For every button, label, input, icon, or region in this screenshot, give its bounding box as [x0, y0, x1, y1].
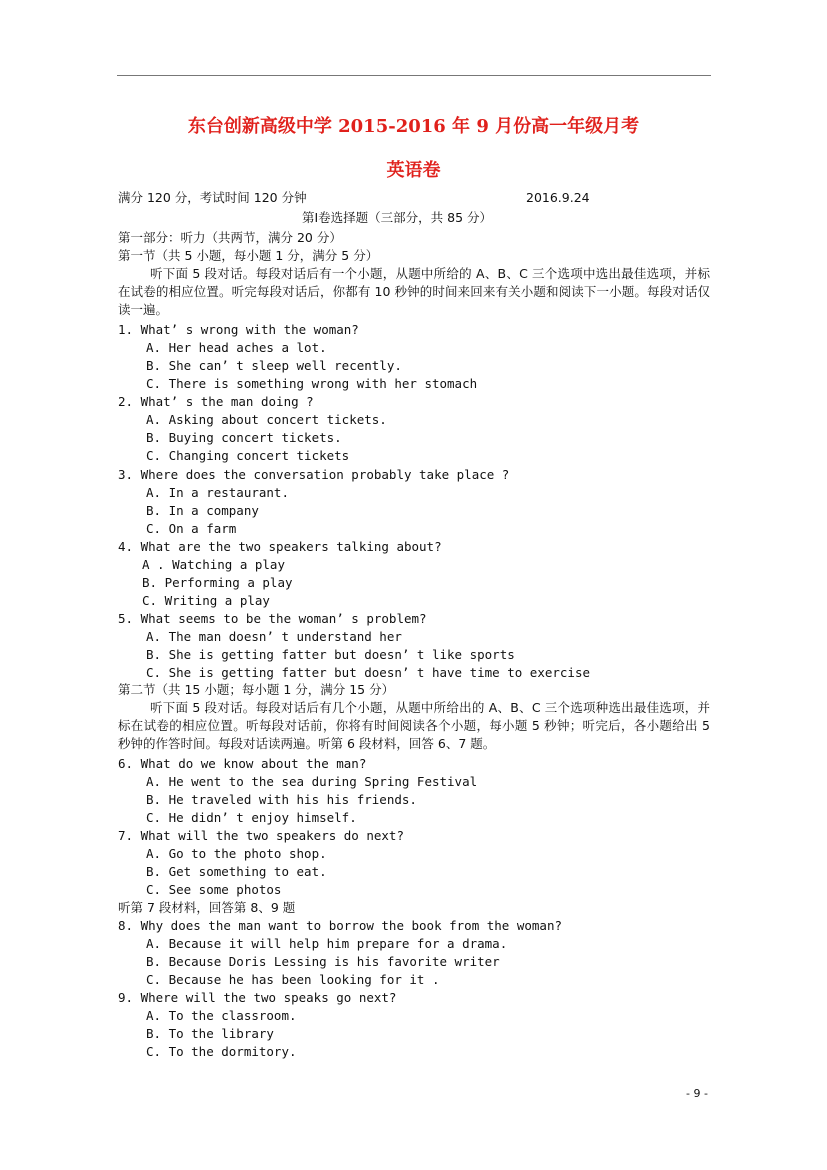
- part1-heading: 第一部分：听力（共两节，满分 20 分）: [118, 230, 342, 245]
- question-5: 5. What seems to be the woman’ s problem?: [118, 611, 427, 626]
- option-4c: C. Writing a play: [142, 593, 270, 608]
- option-3b: B. In a company: [146, 503, 259, 518]
- material-7-heading: 听第 7 段材料，回答第 8、9 题: [118, 900, 296, 915]
- exam-title: 东台创新高级中学 2015-2016 年 9 月份高一年级月考: [187, 116, 640, 137]
- option-8b: B. Because Doris Lessing is his favorite writer: [146, 954, 500, 969]
- volume-heading: 第Ⅰ卷选择题（三部分，共 85 分）: [302, 210, 493, 225]
- section1-heading: 第一节（共 5 小题，每小题 1 分，满分 5 分）: [118, 248, 379, 263]
- question-9: 9. Where will the two speaks go next?: [118, 990, 397, 1005]
- option-2b: B. Buying concert tickets.: [146, 430, 342, 445]
- question-8: 8. Why does the man want to borrow the book from the woman?: [118, 918, 563, 933]
- option-4a: A . Watching a play: [142, 557, 285, 572]
- option-6a: A. He went to the sea during Spring Festival: [146, 774, 478, 789]
- exam-subtitle: 英语卷: [386, 160, 441, 181]
- question-4: 4. What are the two speakers talking about?: [118, 539, 442, 554]
- option-1b: B. She can’ t sleep well recently.: [146, 358, 402, 373]
- question-1: 1. What’ s wrong with the woman?: [118, 322, 359, 337]
- option-2a: A. Asking about concert tickets.: [146, 412, 387, 427]
- section2-instructions: 听下面 5 段对话。每段对话后有几个小题，从题中所给出的 A、B、C 三个选项种选出最佳选项，并标在试卷的相应位置。听每段对话前，你将有时间阅读各个小题，每小题 5 秒钟；听完后，各小题给出 5 秒钟的作答时间。每段对话读两遍。听第 6 段材料，回答 6、7 题。: [118, 700, 710, 751]
- question-7: 7. What will the two speakers do next?: [118, 828, 404, 843]
- option-9b: B. To the library: [146, 1026, 274, 1041]
- page-number: - 9 -: [686, 1087, 708, 1100]
- option-1c: C. There is something wrong with her stomach: [146, 376, 478, 391]
- option-4b: B. Performing a play: [142, 575, 293, 590]
- option-9a: A. To the classroom.: [146, 1008, 297, 1023]
- option-2c: C. Changing concert tickets: [146, 448, 350, 463]
- option-5c: C. She is getting fatter but doesn’ t have time to exercise: [146, 665, 591, 680]
- option-7b: B. Get something to eat.: [146, 864, 327, 879]
- exam-date: 2016.9.24: [526, 190, 590, 205]
- option-6c: C. He didn’ t enjoy himself.: [146, 810, 357, 825]
- section2-heading: 第二节（共 15 小题；每小题 1 分，满分 15 分）: [118, 682, 395, 697]
- option-7c: C. See some photos: [146, 882, 282, 897]
- question-6: 6. What do we know about the man?: [118, 756, 367, 771]
- option-3a: A. In a restaurant.: [146, 485, 289, 500]
- question-2: 2. What’ s the man doing ?: [118, 394, 314, 409]
- option-1a: A. Her head aches a lot.: [146, 340, 327, 355]
- option-9c: C. To the dormitory.: [146, 1044, 297, 1059]
- top-rule: [117, 75, 711, 76]
- option-6b: B. He traveled with his his friends.: [146, 792, 417, 807]
- question-3: 3. Where does the conversation probably take place ?: [118, 467, 510, 482]
- option-8c: C. Because he has been looking for it .: [146, 972, 440, 987]
- option-5a: A. The man doesn’ t understand her: [146, 629, 402, 644]
- option-8a: A. Because it will help him prepare for a drama.: [146, 936, 508, 951]
- option-7a: A. Go to the photo shop.: [146, 846, 327, 861]
- option-3c: C. On a farm: [146, 521, 237, 536]
- section1-instructions: 听下面 5 段对话。每段对话后有一个小题，从题中所给的 A、B、C 三个选项中选出最佳选项，并标在试卷的相应位置。听完每段对话后，你都有 10 秒钟的时间来回来有关小题和阅读下一小题。每段对话仅读一遍。: [118, 266, 710, 317]
- score-time-info: 满分 120 分，考试时间 120 分钟: [118, 190, 307, 205]
- option-5b: B. She is getting fatter but doesn’ t like sports: [146, 647, 515, 662]
